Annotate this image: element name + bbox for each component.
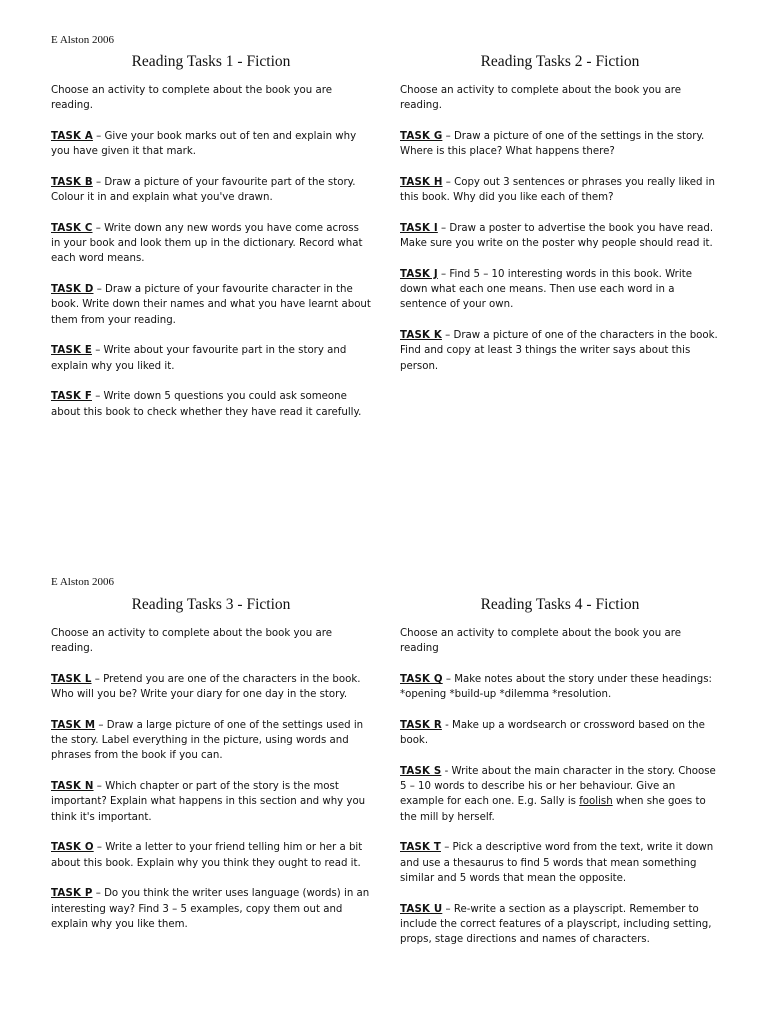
task-label: TASK C bbox=[51, 223, 93, 234]
task-item bbox=[51, 672, 371, 702]
task-text: – Which chapter or part of the story is the most important? Explain what happens in this section and why you think it's important. bbox=[51, 781, 366, 823]
author-credit: E Alston 2006 bbox=[51, 34, 114, 46]
task-item bbox=[400, 175, 720, 205]
task-text: – Do you think the writer uses language (words) in an interesting way? Find 3 – 5 examples, copy them out and explain why you like them. bbox=[51, 888, 370, 930]
underlined-word: foolish bbox=[579, 796, 613, 808]
reading-tasks-1-column bbox=[51, 53, 371, 435]
task-item bbox=[400, 221, 720, 251]
task-item bbox=[400, 840, 720, 886]
task-item bbox=[51, 129, 371, 159]
task-item bbox=[400, 328, 720, 374]
task-text: – Draw a picture of your favourite part of the story. Colour it in and explain what you've drawn. bbox=[51, 177, 356, 204]
task-label: TASK D bbox=[51, 284, 94, 296]
column-title: Reading Tasks 2 - Fiction bbox=[480, 53, 640, 70]
task-label: TASK S bbox=[400, 766, 442, 777]
task-text: - Make up a wordsearch or crossword based on the book. bbox=[400, 720, 705, 747]
task-label: TASK G bbox=[400, 131, 443, 142]
task-label: TASK N bbox=[51, 781, 94, 793]
reading-tasks-4-column bbox=[400, 596, 720, 963]
task-text: – Find 5 – 10 interesting words in this book. Write down what each one means. Then use each word in a sentence of your own. bbox=[400, 269, 692, 311]
task-label: TASK E bbox=[51, 345, 92, 357]
task-item bbox=[400, 129, 720, 159]
task-text: – Draw a poster to advertise the book you have read. Make sure you write on the poster why people should read it. bbox=[400, 223, 714, 250]
task-text: – Pretend you are one of the characters in the book. Who will you be? Write your diary for one day in the story. bbox=[51, 674, 361, 701]
task-item bbox=[51, 221, 371, 267]
task-label: TASK J bbox=[400, 269, 438, 280]
task-text: – Draw a picture of one of the characters in the book. Find and copy at least 3 things the writer says about this person. bbox=[400, 330, 718, 372]
author-credit: E Alston 2006 bbox=[51, 576, 114, 588]
task-text: – Re-write a section as a playscript. Remember to include the correct features of a playscript, including setting, props, stage directions and names of characters. bbox=[400, 903, 712, 946]
reading-tasks-2-column bbox=[400, 53, 720, 389]
task-item bbox=[400, 764, 720, 825]
task-text-after: when she goes to the mill by herself. bbox=[400, 796, 706, 823]
task-text: – Write down 5 questions you could ask someone about this book to check whether they have read it carefully. bbox=[51, 391, 362, 418]
intro-text: Choose an activity to complete about the book you are reading. bbox=[51, 85, 332, 112]
task-label: TASK R bbox=[400, 720, 442, 731]
task-label: TASK O bbox=[51, 842, 94, 854]
intro-text: Choose an activity to complete about the book you are reading. bbox=[51, 628, 332, 655]
task-text: – Write down any new words you have come across in your book and look them up in the dictionary. Record what each word means. bbox=[51, 223, 363, 265]
task-text: – Give your book marks out of ten and explain why you have given it that mark. bbox=[51, 131, 357, 158]
task-label: TASK L bbox=[51, 674, 92, 685]
task-label: TASK K bbox=[400, 330, 442, 342]
task-text: – Copy out 3 sentences or phrases you really liked in this book. Why did you like each of them? bbox=[400, 177, 715, 204]
task-item bbox=[400, 718, 720, 748]
task-text: – Pick a descriptive word from the text, write it down and use a thesaurus to find 5 words that mean something similar and 5 words that mean the opposite. bbox=[400, 842, 714, 884]
task-text: – Draw a picture of your favourite character in the book. Write down their names and what you have learnt about them from your reading. bbox=[51, 284, 371, 326]
task-item bbox=[51, 282, 371, 328]
task-label: TASK F bbox=[51, 391, 92, 403]
task-text: - Write about the main character in the story. Choose 5 – 10 words to describe his or her behaviour. Give an example for each one. E.g. Sally is bbox=[400, 766, 716, 808]
column-title: Reading Tasks 1 - Fiction bbox=[131, 53, 291, 70]
task-text: – Make notes about the story under these headings: *opening *build-up *dilemma *resolution. bbox=[400, 674, 712, 701]
task-item bbox=[51, 840, 371, 870]
task-label: TASK B bbox=[51, 177, 93, 188]
task-label: TASK Q bbox=[400, 674, 443, 685]
task-label: TASK A bbox=[51, 131, 93, 142]
task-item bbox=[400, 672, 720, 702]
task-text: – Write a letter to your friend telling him or her a bit about this book. Explain why you think they ought to read it. bbox=[51, 842, 363, 869]
column-title: Reading Tasks 4 - Fiction bbox=[480, 596, 640, 613]
task-item bbox=[51, 718, 371, 764]
intro-text: Choose an activity to complete about the book you are reading. bbox=[400, 85, 681, 112]
task-label: TASK H bbox=[400, 177, 443, 188]
task-item bbox=[51, 175, 371, 205]
task-label: TASK U bbox=[400, 903, 443, 915]
task-item bbox=[51, 886, 371, 932]
column-title: Reading Tasks 3 - Fiction bbox=[131, 596, 291, 613]
task-label: TASK P bbox=[51, 888, 93, 900]
task-label: TASK M bbox=[51, 720, 96, 731]
task-label: TASK I bbox=[400, 223, 438, 234]
task-item bbox=[400, 902, 720, 948]
task-item bbox=[51, 389, 371, 419]
task-item bbox=[51, 779, 371, 825]
task-text: – Write about your favourite part in the story and explain why you liked it. bbox=[51, 345, 347, 372]
task-item bbox=[400, 267, 720, 313]
task-item bbox=[51, 343, 371, 373]
reading-tasks-3-column bbox=[51, 596, 371, 948]
task-label: TASK T bbox=[400, 842, 441, 854]
task-text: – Draw a picture of one of the settings in the story. Where is this place? What happens there? bbox=[400, 131, 705, 158]
intro-text: Choose an activity to complete about the book you are reading bbox=[400, 628, 681, 655]
task-text: – Draw a large picture of one of the settings used in the story. Label everything in the picture, using words and phrases from the book if you can. bbox=[51, 720, 364, 762]
